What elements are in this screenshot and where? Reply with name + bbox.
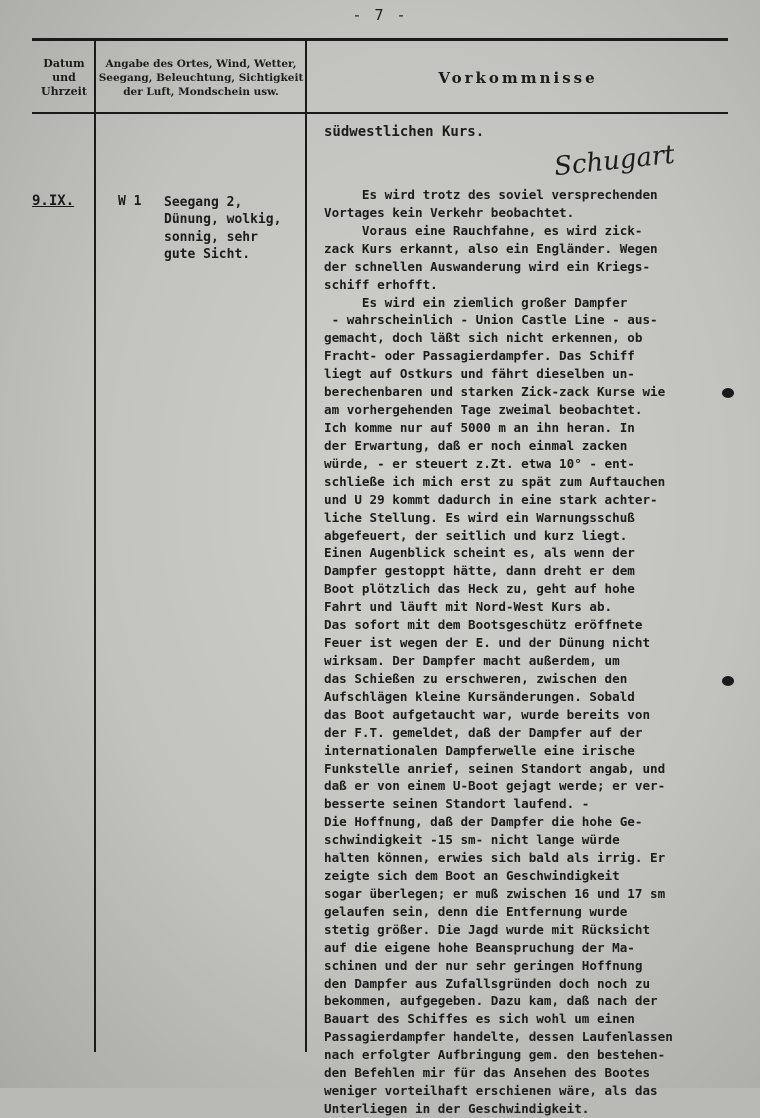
continuation-line: südwestlichen Kurs. [324,124,485,140]
ink-blot [722,676,734,686]
events-text-line: Feuer ist wegen der E. und der Dünung nicht [324,635,651,651]
events-text-line: schließe ich mich erst zu spät zum Auftauchen [324,473,666,489]
events-text-line: berechenbaren und starken Zick-zack Kurse wie [324,384,666,400]
entry-wind: W 1 [118,194,142,209]
events-text-line: gelaufen sein, denn die Entfernung wurde [324,903,628,919]
bleed-through-texture [100,140,300,1020]
events-text-line: zack Kurs erkannt, also ein Engländer. Wegen [324,240,658,256]
events-text-line: zeigte sich dem Boot an Geschwindigkeit [324,868,620,884]
header-date-column: Datum und Uhrzeit [41,57,87,98]
events-text-line: das Schießen zu erschweren, zwischen den [324,670,628,686]
events-text-line: liche Stellung. Es wird ein Warnungsschuß [324,509,635,525]
events-text-line: der Erwartung, daß er noch einmal zacken [324,437,628,453]
events-text-line: Fracht- oder Passagierdampfer. Das Schiff [324,348,635,364]
entry-date: 9.IX. [32,193,75,209]
events-text-line: weniger vorteilhaft erschienen wäre, als das [324,1083,658,1099]
events-text-line: liegt auf Ostkurs und fährt dieselben un- [324,366,635,382]
events-text-line: der F.T. gemeldet, daß der Dampfer auf der [324,724,643,740]
events-text-line: daß er von einem U-Boot gejagt werde; er ver- [324,778,666,794]
events-text-line: Funkstelle anrief, seinen Standort angab, und [324,760,666,776]
events-text-line: den Befehlen mir für das Ansehen des Bootes [324,1065,651,1081]
handwritten-signature: Schugart [552,139,677,183]
header-events-column: Vorkommnisse [438,69,598,87]
entry-weather: Seegang 2, Dünung, wolkig, sonnig, sehr gute Sicht. [164,195,282,263]
events-text-line: besserte seinen Standort laufend. - [324,796,590,812]
events-text-line: schiff erhofft. [324,276,438,292]
header-weather-column: Angabe des Ortes, Wind, Wetter, Seegang, Beleuchtung, Sichtigkeit der Luft, Mondschein usw. [98,58,304,98]
events-text-line: Voraus eine Rauchfahne, es wird zick- [324,222,643,238]
ink-blot [722,388,734,398]
events-text [324,186,749,1118]
events-text-line: wirksam. Der Dampfer macht außerdem, um [324,652,620,668]
events-text-line: Unterliegen in der Geschwindigkeit. [324,1101,590,1117]
events-text-line: den Dampfer aus Zufallsgründen doch noch zu [324,975,651,991]
events-text-line: der schnellen Auswanderung wird ein Kriegs- [324,258,651,274]
events-text-line: bekommen, aufgegeben. Dazu kam, daß nach der [324,993,658,1009]
events-text-line: abgefeuert, der seitlich und kurz liegt. [324,527,628,543]
events-text-line: internationalen Dampferwelle eine irische [324,742,635,758]
column-divider-2 [305,40,307,1052]
events-text-line: Aufschlägen kleine Kursänderungen. Sobald [324,688,635,704]
events-text-line: Ich komme nur auf 5000 m an ihn heran. In [324,419,635,435]
events-text-line: Boot plötzlich das Heck zu, geht auf hohe [324,581,635,597]
events-text-line: Das sofort mit dem Bootsgeschütz eröffnete [324,617,643,633]
table-header-rule [32,112,728,114]
events-text-line: Bauart des Schiffes es sich wohl um einen [324,1011,635,1027]
events-text-line: - wahrscheinlich - Union Castle Line - aus- [324,312,658,328]
events-text-line: schinen und der nur sehr geringen Hoffnung [324,957,643,973]
events-text-line: Es wird trotz des soviel versprechenden [324,187,658,202]
column-divider-1 [94,40,96,1052]
events-text-line: Einen Augenblick scheint es, als wenn der [324,545,635,561]
events-text-line: Dampfer gestoppt hätte, dann dreht er dem [324,563,635,579]
events-text-line: würde, - er steuert z.Zt. etwa 10° - ent- [324,455,635,471]
table-top-rule [32,38,728,41]
events-text-line: Fahrt und läuft mit Nord-West Kurs ab. [324,599,613,615]
events-text-line: halten können, erwies sich bald als irrig. Er [324,850,666,866]
events-text-line: auf die eigene hohe Beanspruchung der Ma- [324,939,635,955]
events-text-line: nach erfolgter Aufbringung gem. den bestehen- [324,1047,666,1063]
events-text-line: Es wird ein ziemlich großer Dampfer [324,294,628,310]
events-text-line: am vorhergehenden Tage zweimal beobachtet. [324,402,643,418]
events-text-line: stetig größer. Die Jagd wurde mit Rücksicht [324,921,651,937]
events-text-line: Die Hoffnung, daß der Dampfer die hohe Ge- [324,814,643,830]
events-text-line: sogar überlegen; er muß zwischen 16 und 17 sm [324,885,666,901]
events-text-line: und U 29 kommt dadurch in eine stark achter- [324,491,658,507]
events-text-line: gemacht, doch läßt sich nicht erkennen, ob [324,330,643,346]
events-text-line: Passagierdampfer handelte, dessen Laufenlassen [324,1029,673,1045]
events-text-line: das Boot aufgetaucht war, wurde bereits von [324,706,651,722]
events-text-line: Vortages kein Verkehr beobachtet. [324,204,575,220]
page-number: - 7 - [352,6,408,24]
events-text-line: schwindigkeit -15 sm- nicht lange würde [324,832,620,848]
